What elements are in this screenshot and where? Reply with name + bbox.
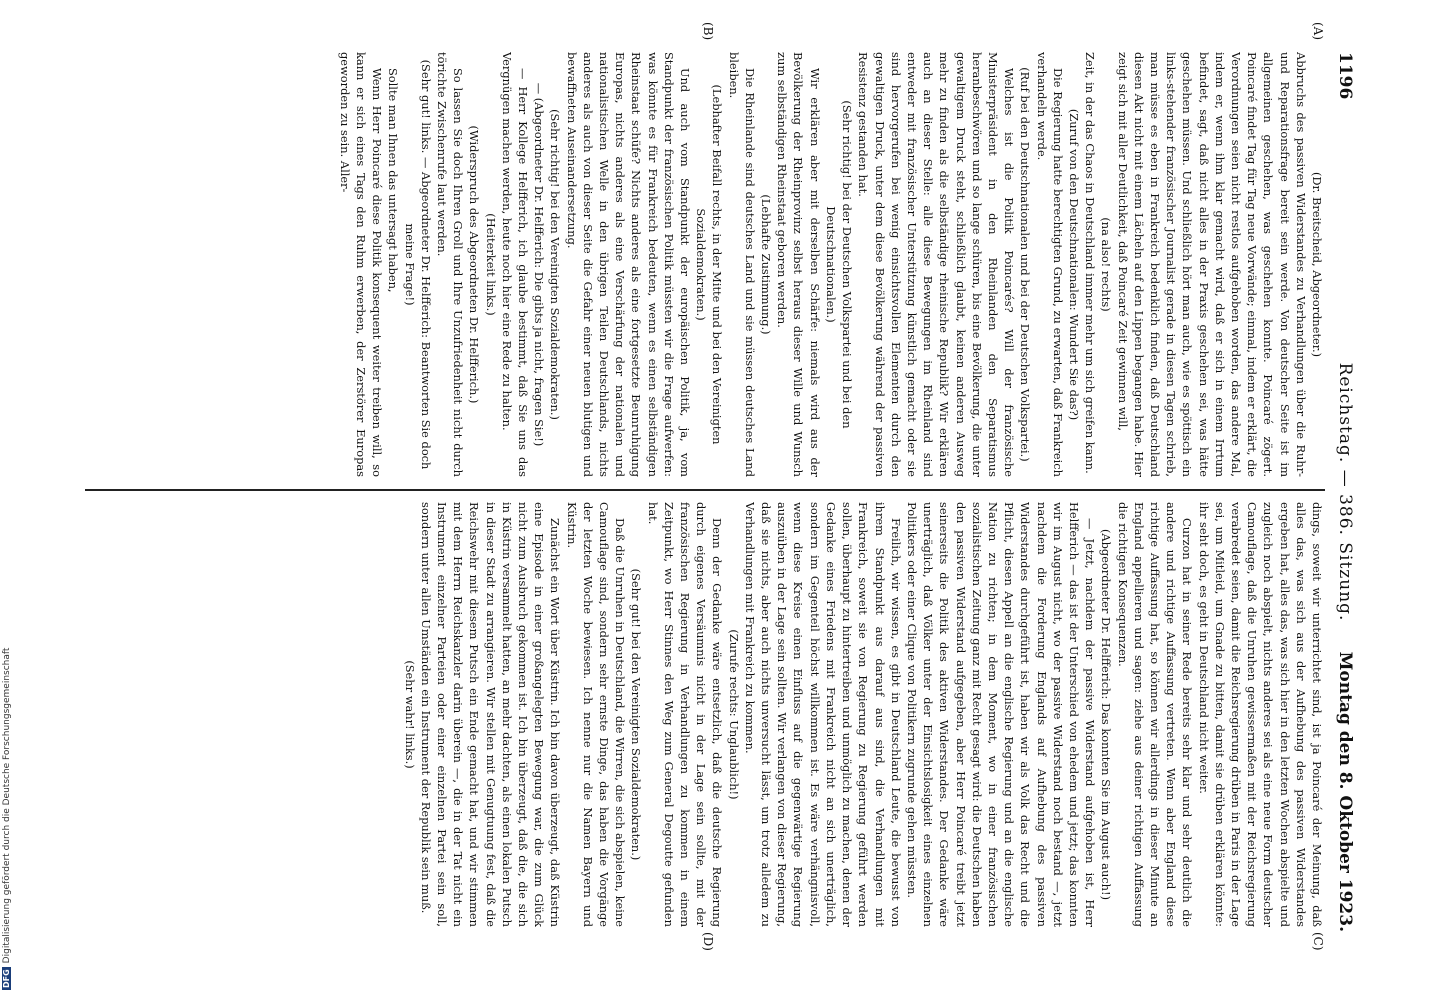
page-number: 1196 <box>1335 52 1355 100</box>
digitization-credit <box>2 590 14 990</box>
session-title: Reichstag. — 386. Sitzung. <box>1335 362 1355 622</box>
credit-text: Digitalisierung gefördert durch die Deutsche Forschungsgemeinschaft <box>2 647 12 964</box>
paragraph: Die Regierung hatte berechtigten Grund, zu erwarten, daß Frankreich verhandeln werde. <box>1034 52 1065 477</box>
paragraph: So lassen Sie doch Ihren Groll und Ihre Unzufriedenheit nicht durch törichte Zwischenrufe laut werden. <box>435 52 466 477</box>
interjection: (na also! rechts) <box>1099 217 1114 312</box>
paragraph: Freilich, wir wissen, es gibt in Deutschland Leute, die bewusst von ihrem Standpunkt aus darauf aus sind, die Verhandlungen mit Frankreich, soweit sie von Regierung zu Regierung geführt werden sollen, überhaupt zu hintertreiben und unmöglich zu machen, denen der Gedanke eines Friedens mit Frankreich nicht an sich unerträglich, sondern im Gegenteil höchst willkommen ist. Es wäre verhängnisvoll, wenn diese Kreise einen Einfluss auf die gegenwärtige Regierung auszuüben in der Lage sein sollten. Wir verlangen von dieser Regierung, daß sie nichts, aber auch nichts unversucht lässt, um trotz alledem zu Verhandlungen mit Frankreich zu kommen. <box>742 502 903 927</box>
interjection: (Zurufe rechts: Unglaublich!) <box>726 629 741 800</box>
margin-marker-d: (D) <box>701 932 715 951</box>
interjection: (Sehr gut! bei den Vereinigten Sozialdemokraten.) <box>629 568 644 861</box>
paragraph: Wenn Herr Poincaré diese Politik konsequent weiter treiben will, so kann er sich eines Tags den Ruhm erwerben, der Zerstörer Europas geworden zu sein. Aller- <box>337 52 385 477</box>
margin-marker-c: (C) <box>1311 932 1325 951</box>
speaker-note: (Dr. Breitscheid, Abgeordneter.) <box>1310 171 1324 358</box>
page-header <box>1331 52 1355 932</box>
dfg-logo: DFG <box>2 969 11 988</box>
paragraph: Daß die Unruhen in Deutschland, die Wirren, die sich abspielen, keine Camouflage sind, sondern sehr ernste Dinge, das haben die Vorgänge der letzten Woche bewiesen. Ich nenne nur die Namen Bayern und Küstrin. <box>564 502 628 927</box>
paragraph: Wir erklären aber mit derselben Schärfe: niemals wird aus der Bevölkerung der Rheinprovinz selbst heraus dieser Wille und Wunsch zum selbständigen Rheinstaat geboren werden. <box>775 52 822 477</box>
paragraph: Welches ist die Politik Poincarés? Will der französische Ministerpräsident in den Rheinlanden den Separatismus heranbeschwören und so lange schüren, bis eine Bevölkerung, die unter gewaltigem Druck steht, schließlich glaubt, keinen anderen Ausweg mehr zu finden als die selbständige rheinische Republik? Wir erklären auch an dieser Stelle: alle diese Bewegungen im Rheinland sind entweder mit französischer Unterstützung künstlich gemacht oder sie sind hervorgerufen bei wenig einsichtsvollen Elementen durch den gewaltigen Druck, unter dem diese Bevölkerung während der passiven Resistenz gestanden hat. <box>856 52 1017 477</box>
right-column <box>75 502 1325 927</box>
paragraph: Denn der Gedanke wäre entsetzlich, daß die deutsche Regierung durch eigenes Versäumnis nicht in der Lage sein sollte, mit der französischen Regierung in Verhandlungen zu kommen in einem Zeitpunkt, wo Herr Stinnes den Weg zum General Degoutte gefunden hat. <box>645 502 725 927</box>
paragraph: Curzon hat in seiner Rede bereits sehr klar und sehr deutlich die andere und richtige Auffassung vertreten. Wenn aber England diese richtige Auffassung hat, so können wir allerdings in dieser Minute an England appellieren und sagen: ziehe aus deiner richtigen Auffassung die richtigen Konsequenzen. <box>1115 502 1195 927</box>
interjection: (Sehr richtig! bei der Deutschen Volkspartei und bei den Deutschnationalen.) <box>823 100 855 429</box>
interjection: (Abgeordneter Dr. Helfferich: Das konnten Sie im August auch!) <box>1099 528 1114 901</box>
rotated-page <box>65 22 1355 951</box>
paragraph: — Jetzt, nachdem der passive Widerstand aufgehoben ist, Herr Helfferich — das ist der Unterschied von ehedem und jetzt; das konnten wir im August nicht, wo der passive Widerstand noch bestand —, jetzt nachdem die Forderung Englands auf Aufhebung des passiven Widerstandes durchgeführt ist, haben wir als Volk das Recht und die Pflicht, diesen Appell an die englische Regierung und an die englische Nation zu richten; in dem Moment, wo in einer französischen sozialistischen Zeitung ganz mit Recht gesagt wird: die Deutschen haben den passiven Widerstand aufgegeben, aber Herr Poincaré treibt jetzt seinerseits die Politik des aktiven Widerstandes. Der Gedanke wäre unerträglich, daß Völker unter der Einsichtslosigkeit eines einzelnen Politikers oder einer Clique von Politikern zugrunde gehen müssten. <box>904 502 1098 927</box>
interjection: (Widerspruch des Abgeordneten Dr. Helfferich.) <box>467 125 482 404</box>
paragraph: Und auch vom Standpunkt der europäischen Politik, ja, vom Standpunkt der französischen Politik müssten wir die Frage aufwerfen: was könnte es für Frankreich bedeuten, wenn es einen selbständigen Rheinstaat schüfe? Nichts anderes als eine fortgesetzte Beunruhigung Europas, nichts anderes als eine Verschärfung der nationalen und nationalistischen Welle in den übrigen Teilen Deutschlands, nichts anderes als auch von dieser Seite die Gefahr einer neuen blutigen und bewaffneten Auseinandersetzung. <box>564 52 693 477</box>
interjection: (Lebhafte Zustimmung.) <box>759 194 774 335</box>
column-divider <box>85 489 1325 491</box>
paragraph: — Herr Kollege Helfferich, ich glaube bestimmt, daß Sie uns das Vergnügen machen werden, heute noch hier eine Rede zu halten. <box>499 52 531 477</box>
interjection: — (Abgeordneter Dr. Helfferich: Die gibts ja nicht, fragen Sie!) <box>532 82 547 447</box>
left-column <box>75 52 1325 477</box>
interjection: (Sehr richtig! bei den Vereinigten Sozialdemokraten.) <box>548 109 563 420</box>
session-date: Montag den 8. Oktober 1923. <box>1335 651 1355 932</box>
margin-marker-b: (B) <box>701 22 715 41</box>
paragraph: dings, soweit wir unterrichtet sind, ist ja Poincaré der Meinung, daß alles das, was sich aus der Aufhebung des passiven Widerstandes ergeben hat, alles das, was sich hier in den letzten Wochen abspielte und zugleich noch abspielt, nichts anderes sei als eine neue Form deutscher Camouflage, daß die Unruhen gewissermaßen mit der Reichsregierung verabredet seien, damit die Reichsregierung drüben in Paris in der Lage sei, um Mitleid, um Gnade zu bitten, damit sie drüben erklären könnte: ihr seht doch, es geht in Deutschland nicht weiter. <box>1196 502 1324 927</box>
interjection: (Heiterkeit links.) <box>483 213 498 316</box>
interjection: (Sehr gut! links. — Abgeordneter Dr. Helfferich: Beantworten Sie doch meine Frage!) <box>402 59 433 470</box>
interjection: (Ruf bei den Deutschnationalen und bei der Deutschen Volkspartei.) <box>1018 67 1033 462</box>
interjection: (Sehr wahr! links.) <box>402 660 417 769</box>
interjection: (Lebhafter Beifall rechts, in der Mitte und bei den Vereinigten Sozialdemokraten.) <box>694 84 725 445</box>
paragraph: Zunächst ein Wort über Küstrin. Ich bin davon überzeugt, daß Küstrin eine Episode in einer großangelegten Bewegung war, die zum Glück nicht zum Ausbruch gekommen ist. Ich bin überzeugt, daß die, die sich in Küstrin versammelt hatten, an mehr dachten, als einen lokalen Putsch in dieser Stadt zu arrangieren. Wir stellen mit Genugtuung fest, daß die Reichswehr mit diesem Putsch ein Ende gemacht hat, und wir stimmen mit dem Herrn Reichskanzler darin überein —, die in der Tat nicht ein Instrument einzelner Parteien oder einer einzelnen Partei sein soll, sondern unter allen Umständen ein Instrument der Republik sein muß. <box>418 502 563 927</box>
paragraph: Zeit, in der das Chaos in Deutschland immer mehr um sich greifen kann. <box>1083 52 1098 474</box>
paragraph: Die Rheinlande sind deutsches Land und sie müssen deutsches Land bleiben. <box>726 52 757 477</box>
paragraph: Abbruchs des passiven Widerstandes zu Verhandlungen über die Ruhr- und Reparationsfrage bereit sein werde. Von deutscher Seite ist im allgemeinen geschehen, was geschehen konnte. Poincaré zögert. Poincaré findet Tag für Tag neue Vorwände; einmal, indem er erklärt, die Verordnungen seien nicht restlos aufgehoben worden, das andere Mal, indem er, wenn ihm klar gemacht wird, daß er sich in einem Irrtum befindet, sagt, daß nicht alles in der Praxis geschehen sei, was hätte geschehen müssen. Und schließlich hört man auch, wie es spöttisch ein links-stehender französischer Journalist gerade in diesen Tagen schrieb, man müsse es eben in Frankreich bedenklich finden, daß Deutschland diesen Akt nicht mit einem Lächeln auf den Lippen begangen habe. Hier zeigt sich mit aller Deutlichkeit, daß Poincaré Zeit gewinnen will, <box>1115 52 1308 477</box>
paragraph: Sollte man Ihnen das untersagt haben, <box>386 68 401 293</box>
margin-marker-a: (A) <box>1311 22 1325 41</box>
interjection: (Zuruf von den Deutschnationalen: Wundert Sie das?) <box>1066 108 1081 421</box>
